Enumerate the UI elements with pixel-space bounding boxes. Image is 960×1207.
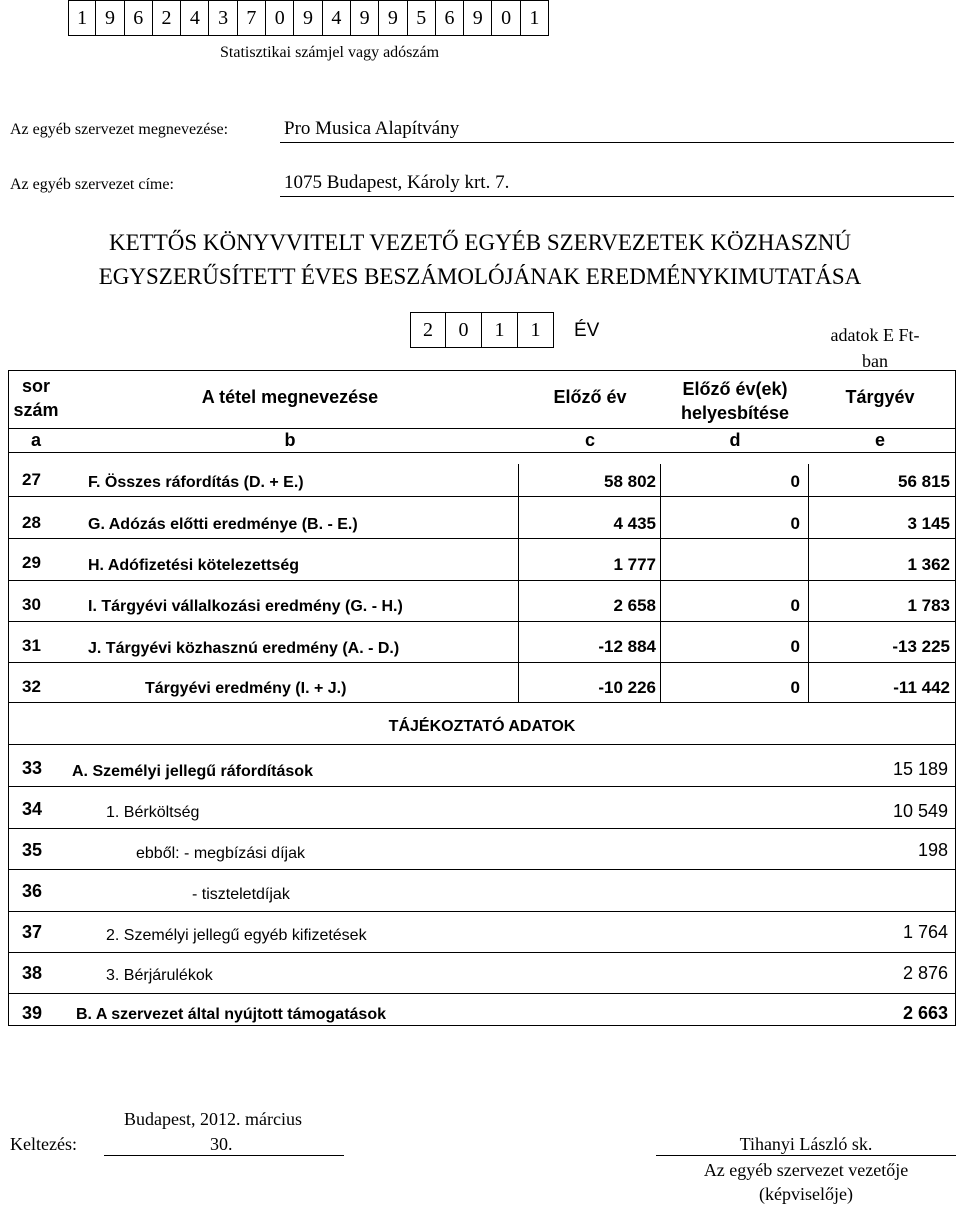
row-curr: -11 442 bbox=[893, 678, 950, 697]
tax-id-digit: 0 bbox=[266, 0, 294, 36]
date-line1: Budapest, 2012. március bbox=[124, 1109, 302, 1129]
year-boxes bbox=[410, 312, 554, 348]
row-curr: 1 783 bbox=[907, 596, 950, 615]
row-name: I. Tárgyévi vállalkozási eredmény (G. - H.) bbox=[88, 598, 403, 615]
year-digit: 1 bbox=[482, 312, 518, 348]
row-separator bbox=[8, 828, 956, 829]
signer-name: Tihanyi László sk. bbox=[739, 1134, 873, 1154]
col-header-item: A tétel megnevezése bbox=[201, 387, 379, 407]
info-row-name: 2. Személyi jellegű egyéb kifizetések bbox=[106, 927, 367, 944]
info-row-name: 1. Bérköltség bbox=[106, 804, 200, 821]
row-curr: 1 362 bbox=[907, 555, 950, 574]
units-note bbox=[800, 322, 950, 374]
row-prev: 4 435 bbox=[613, 514, 656, 533]
info-row-value: 198 bbox=[917, 840, 948, 860]
info-left-border bbox=[8, 702, 9, 1025]
row-no: 32 bbox=[22, 677, 41, 696]
info-row-no: 39 bbox=[22, 1003, 43, 1023]
signer-role-line2: (képviselője) bbox=[759, 1184, 853, 1204]
row-separator bbox=[8, 993, 956, 994]
units-note-line2: ban bbox=[862, 351, 888, 371]
header-mid-border bbox=[8, 428, 956, 429]
col-letter-d: d bbox=[729, 430, 741, 450]
col-divider bbox=[518, 464, 519, 702]
header-top-border bbox=[8, 370, 956, 371]
col-letter-a: a bbox=[30, 430, 41, 450]
table-right-border bbox=[955, 370, 956, 702]
row-separator bbox=[8, 538, 956, 539]
row-prev: -10 226 bbox=[598, 678, 656, 697]
info-row-value: 2 663 bbox=[902, 1003, 948, 1023]
date-line2: 30. bbox=[210, 1134, 233, 1154]
row-separator bbox=[8, 580, 956, 581]
info-row-name: ebből: - megbízási díjak bbox=[136, 845, 305, 862]
org-address-line bbox=[280, 172, 954, 197]
row-corr: 0 bbox=[790, 678, 800, 697]
info-row-name: 3. Bérjárulékok bbox=[106, 967, 213, 984]
year-digit: 1 bbox=[518, 312, 554, 348]
org-name-value: Pro Musica Alapítvány bbox=[284, 118, 460, 139]
tax-id-boxes bbox=[68, 0, 549, 36]
header-bottom-border bbox=[8, 452, 956, 453]
info-heading-border bbox=[8, 744, 956, 745]
year-digit: 0 bbox=[446, 312, 482, 348]
org-address-label: Az egyéb szervezet címe: bbox=[10, 176, 174, 193]
tax-id-digit: 4 bbox=[181, 0, 209, 36]
info-row-value: 1 764 bbox=[902, 922, 948, 942]
tax-id-digit: 3 bbox=[209, 0, 237, 36]
row-separator bbox=[8, 662, 956, 663]
row-prev: 1 777 bbox=[613, 555, 656, 574]
info-bottom-border bbox=[8, 1025, 956, 1026]
row-prev: 58 802 bbox=[604, 472, 656, 491]
row-separator bbox=[8, 911, 956, 912]
col-header-current-year: Tárgyév bbox=[845, 387, 915, 407]
signer-role-line1: Az egyéb szervezet vezetője bbox=[703, 1160, 909, 1180]
col-letter-e: e bbox=[874, 430, 885, 450]
prev-correction-line1: Előző év(ek) bbox=[682, 379, 788, 399]
row-name: J. Tárgyévi közhasznú eredmény (A. - D.) bbox=[88, 640, 400, 657]
row-name: F. Összes ráfordítás (D. + E.) bbox=[88, 474, 304, 491]
info-row-no: 37 bbox=[22, 922, 43, 942]
row-no: 27 bbox=[22, 470, 41, 489]
row-corr: 0 bbox=[790, 596, 800, 615]
info-row-no: 36 bbox=[22, 881, 43, 901]
row-no: 31 bbox=[22, 636, 41, 655]
prev-correction-line2: helyesbítése bbox=[680, 403, 790, 423]
row-separator bbox=[8, 786, 956, 787]
info-heading: TÁJÉKOZTATÓ ADATOK bbox=[388, 718, 576, 735]
row-no: 30 bbox=[22, 595, 41, 614]
info-right-border bbox=[955, 702, 956, 1025]
row-curr: 56 815 bbox=[898, 472, 950, 491]
row-separator bbox=[8, 496, 956, 497]
date-underline bbox=[104, 1155, 344, 1156]
tax-id-digit: 7 bbox=[238, 0, 266, 36]
row-prev: 2 658 bbox=[613, 596, 656, 615]
date-label: Keltezés: bbox=[10, 1134, 77, 1154]
tax-id-digit: 9 bbox=[351, 0, 379, 36]
signature-line bbox=[656, 1155, 956, 1156]
units-note-line1: adatok E Ft- bbox=[830, 325, 920, 345]
col-letter-b: b bbox=[284, 430, 296, 450]
tax-id-caption: Statisztikai számjel vagy adószám bbox=[220, 44, 440, 61]
info-row-value: 10 549 bbox=[892, 801, 948, 821]
tax-id-digit: 9 bbox=[96, 0, 124, 36]
table-left-border bbox=[8, 370, 9, 702]
info-row-name: A. Személyi jellegű ráfordítások bbox=[72, 763, 313, 780]
col-header-prev-year: Előző év bbox=[553, 387, 627, 407]
col-header-prev-correction bbox=[660, 377, 810, 425]
info-row-no: 38 bbox=[22, 963, 43, 983]
signer-role bbox=[656, 1158, 956, 1206]
tax-id-digit: 9 bbox=[294, 0, 322, 36]
tax-id-digit: 6 bbox=[436, 0, 464, 36]
report-title-line2: EGYSZERŰSÍTETT ÉVES BESZÁMOLÓJÁNAK EREDMÉNYKIMUTATÁSA bbox=[98, 264, 862, 289]
col-letter-c: c bbox=[584, 430, 595, 450]
row-curr: 3 145 bbox=[907, 514, 950, 533]
info-row-value: 2 876 bbox=[902, 963, 948, 983]
tax-id-digit: 2 bbox=[153, 0, 181, 36]
row-corr: 0 bbox=[790, 514, 800, 533]
year-digit: 2 bbox=[410, 312, 446, 348]
org-address-value: 1075 Budapest, Károly krt. 7. bbox=[284, 172, 510, 193]
info-row-no: 35 bbox=[22, 840, 43, 860]
info-row-no: 34 bbox=[22, 799, 43, 819]
info-row-name: - tiszteletdíjak bbox=[192, 886, 290, 903]
tax-id-digit: 0 bbox=[492, 0, 520, 36]
row-curr: -13 225 bbox=[892, 637, 950, 656]
tax-id-digit: 5 bbox=[408, 0, 436, 36]
report-title bbox=[0, 226, 960, 294]
row-corr: 0 bbox=[790, 637, 800, 656]
year-label: ÉV bbox=[574, 320, 600, 341]
row-name: H. Adófizetési kötelezettség bbox=[88, 557, 300, 574]
row-no: 28 bbox=[22, 513, 41, 532]
report-title-line1: KETTŐS KÖNYVVITELT VEZETŐ EGYÉB SZERVEZETEK KÖZHASZNÚ bbox=[109, 230, 851, 255]
row-separator bbox=[8, 702, 956, 703]
row-corr: 0 bbox=[790, 472, 800, 491]
info-row-no: 33 bbox=[22, 758, 43, 778]
row-name: Tárgyévi eredmény (I. + J.) bbox=[145, 680, 347, 697]
row-separator bbox=[8, 952, 956, 953]
col-divider bbox=[660, 464, 661, 702]
row-no-line2: szám bbox=[13, 400, 59, 420]
tax-id-digit: 1 bbox=[521, 0, 549, 36]
col-divider bbox=[808, 464, 809, 702]
col-header-row-no bbox=[8, 374, 64, 422]
org-name-label: Az egyéb szervezet megnevezése: bbox=[10, 121, 229, 138]
tax-id-digit: 9 bbox=[464, 0, 492, 36]
row-prev: -12 884 bbox=[598, 637, 656, 656]
tax-id-digit: 6 bbox=[125, 0, 153, 36]
tax-id-digit: 4 bbox=[323, 0, 351, 36]
info-row-name: B. A szervezet által nyújtott támogatások bbox=[76, 1006, 386, 1023]
tax-id-digit: 1 bbox=[68, 0, 96, 36]
row-name: G. Adózás előtti eredménye (B. - E.) bbox=[88, 516, 358, 533]
org-name-line bbox=[280, 118, 954, 143]
row-no-line1: sor bbox=[21, 376, 50, 396]
tax-id-digit: 9 bbox=[379, 0, 407, 36]
info-row-value: 15 189 bbox=[892, 759, 948, 779]
row-separator bbox=[8, 869, 956, 870]
row-no: 29 bbox=[22, 553, 41, 572]
row-separator bbox=[8, 621, 956, 622]
